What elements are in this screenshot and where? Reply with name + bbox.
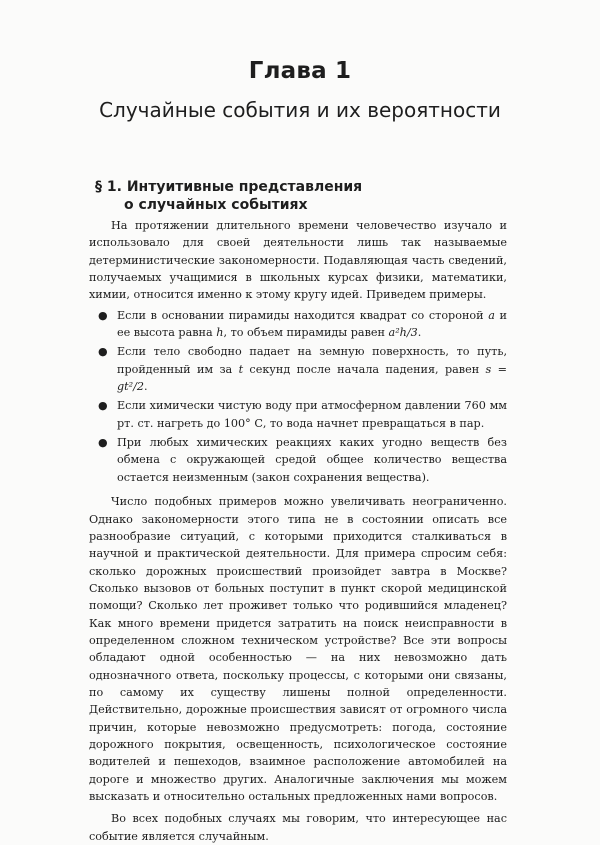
bullet-icon: ● xyxy=(98,345,108,359)
section-title-line2: о случайных событиях xyxy=(124,197,308,213)
section-title-line1: Интуитивные представления xyxy=(126,179,363,195)
bullet-text: Если в основании пирамиды находится квадрат со стороной xyxy=(117,308,489,322)
bullet-text: Если химически чистую воду при атмосферном давлении 760 мм рт. ст. нагреть до 100° С, то вода начнет превращаться в пар. xyxy=(117,399,507,430)
section-number: § 1. xyxy=(95,179,122,195)
bullet-icon: ● xyxy=(98,399,108,413)
bullet-text: секунд после начала падения, равен xyxy=(243,362,486,376)
list-item xyxy=(89,343,507,395)
examples-list xyxy=(89,307,507,486)
main-paragraph: Число подобных примеров можно увеличивать неограниченно. Однако закономерности этого типа не в состоянии описать все разнообразие ситуаций, с которыми приходится сталкиваться в научной и практической деятельности. Для примера спросим себя: сколько дорожных происшествий произойдет завтра в Москве? Сколько вызовов от больных поступит в пункт скорой медицинской помощи? Сколько лет проживет только что родившийся младенец? Как много времени придется затратить на поиск неисправности в определенном сложном техническом устройстве? Все эти вопросы обладают одной особенностью — на них невозможно дать однозначного ответа, поскольку процессы, с которыми они связаны, по самому их существу лишены полной определенности. Действительно, дорожные происшествия зависят от огромного числа причин, которые невозможно предусмотреть: погода, состояние дорожного покрытия, освещенность, психологическое состояние водителей и пешеходов, взаимное расположение автомобилей на дороге и множество других. Аналогичные заключения мы можем высказать и относительно остальных предложенных нами вопросов. xyxy=(89,495,507,803)
intro-paragraph: На протяжении длительного времени человечество изучало и использовало для своей деятельности лишь так называемые детерминистические закономерности. Подавляющая часть сведений, получаемых учащимися в школьных курсах физики, математики, химии, относится именно к этому кругу идей. Приведем примеры. xyxy=(89,219,507,302)
body-text xyxy=(89,217,507,845)
bullet-text: При любых химических реакциях каких угодно веществ без обмена с окружающей средой общее количество вещества остается неизменным (закон сохранения вещества). xyxy=(117,436,507,484)
bullet-text: . xyxy=(144,380,148,394)
chapter-label: Глава 1 xyxy=(248,58,352,84)
bullet-icon: ● xyxy=(98,308,108,322)
closing-paragraph: Во всех подобных случаях мы говорим, что интересующее нас событие является случайным. xyxy=(89,812,507,843)
math-var: t xyxy=(238,362,244,376)
list-item xyxy=(89,397,507,432)
math-var: h xyxy=(216,326,224,340)
list-item xyxy=(89,307,507,342)
bullet-icon: ● xyxy=(98,436,108,450)
bullet-text: и ее высота равна xyxy=(117,308,507,340)
list-item xyxy=(89,434,507,486)
bullet-text: Если тело свободно падает на земную поверхность, то путь, пройденный им за xyxy=(117,345,507,376)
math-formula: s = gt²/2 xyxy=(117,362,507,394)
bullet-text: , то объем пирамиды равен xyxy=(223,326,389,340)
math-var: a xyxy=(488,308,495,322)
bullet-text: . xyxy=(417,326,422,340)
chapter-title: Случайные события и их вероятности xyxy=(99,98,501,122)
section-heading xyxy=(95,178,525,214)
math-formula: a²h/3 xyxy=(388,326,418,340)
